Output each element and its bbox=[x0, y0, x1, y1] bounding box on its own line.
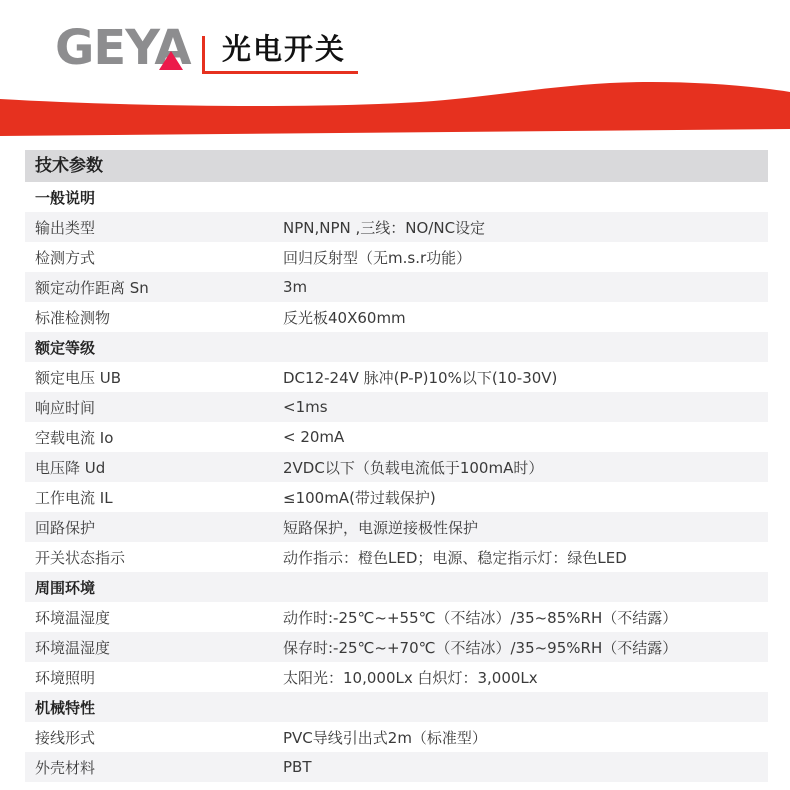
spec-label: 额定等级 bbox=[35, 338, 96, 357]
spec-table-title: 技术参数 bbox=[25, 150, 768, 182]
spec-section-row bbox=[25, 572, 768, 602]
spec-row bbox=[25, 302, 768, 332]
spec-row bbox=[25, 422, 768, 452]
spec-row bbox=[25, 722, 768, 752]
spec-section-row bbox=[25, 692, 768, 722]
spec-row bbox=[25, 542, 768, 572]
spec-label: 空载电流 Io bbox=[35, 428, 114, 447]
spec-table bbox=[25, 150, 768, 782]
spec-label: 周围环境 bbox=[35, 578, 96, 597]
spec-value: <1ms bbox=[283, 398, 328, 416]
spec-label: 机械特性 bbox=[35, 698, 96, 717]
spec-value: 保存时:-25℃~+70℃（不结冰）/35~95%RH（不结露） bbox=[283, 638, 678, 657]
spec-value: 2VDC以下（负载电流低于100mA时） bbox=[283, 458, 544, 477]
spec-row bbox=[25, 662, 768, 692]
spec-value: 短路保护，电源逆接极性保护 bbox=[283, 518, 479, 537]
spec-row bbox=[25, 362, 768, 392]
spec-label: 开关状态指示 bbox=[35, 548, 126, 567]
spec-label: 一般说明 bbox=[35, 188, 96, 207]
spec-value: PVC导线引出式2m（标准型） bbox=[283, 728, 487, 747]
geya-logo-text: GEYA bbox=[55, 20, 191, 76]
spec-row bbox=[25, 752, 768, 782]
spec-value: 3m bbox=[283, 278, 308, 296]
header-divider bbox=[202, 36, 205, 74]
title-underline bbox=[205, 71, 358, 74]
spec-label: 标准检测物 bbox=[35, 308, 111, 327]
spec-label: 响应时间 bbox=[35, 398, 96, 417]
spec-value: ≤100mA(带过载保护) bbox=[283, 488, 436, 507]
spec-label: 额定动作距离 Sn bbox=[35, 278, 149, 297]
geya-logo bbox=[55, 22, 195, 74]
spec-row bbox=[25, 632, 768, 662]
spec-row bbox=[25, 602, 768, 632]
logo-triangle-icon bbox=[159, 51, 183, 70]
spec-label: 电压降 Ud bbox=[35, 458, 106, 477]
spec-section-row bbox=[25, 182, 768, 212]
spec-row bbox=[25, 242, 768, 272]
spec-value: 太阳光：10,000Lx 白炽灯：3,000Lx bbox=[283, 668, 538, 687]
spec-label: 输出类型 bbox=[35, 218, 96, 237]
spec-section-row bbox=[25, 332, 768, 362]
spec-row bbox=[25, 482, 768, 512]
spec-value: PBT bbox=[283, 758, 312, 776]
spec-label: 环境温湿度 bbox=[35, 608, 111, 627]
spec-label: 外壳材料 bbox=[35, 758, 96, 777]
spec-label: 额定电压 UB bbox=[35, 368, 122, 387]
spec-row bbox=[25, 392, 768, 422]
spec-value: 回归反射型（无m.s.r功能） bbox=[283, 248, 472, 267]
spec-row bbox=[25, 512, 768, 542]
page-title: 光电开关 bbox=[222, 32, 347, 66]
spec-value: NPN,NPN ,三线：NO/NC设定 bbox=[283, 218, 486, 237]
spec-label: 回路保护 bbox=[35, 518, 96, 537]
spec-label: 环境温湿度 bbox=[35, 638, 111, 657]
spec-label: 检测方式 bbox=[35, 248, 96, 267]
page-header bbox=[0, 0, 790, 80]
red-wave-shape bbox=[0, 82, 790, 136]
spec-value: 动作时:-25℃~+55℃（不结冰）/35~85%RH（不结露） bbox=[283, 608, 678, 627]
spec-value: 动作指示：橙色LED；电源、稳定指示灯：绿色LED bbox=[283, 548, 627, 567]
spec-label: 环境照明 bbox=[35, 668, 96, 687]
spec-row bbox=[25, 272, 768, 302]
spec-label: 接线形式 bbox=[35, 728, 96, 747]
spec-rows bbox=[25, 182, 768, 782]
spec-label: 工作电流 IL bbox=[35, 488, 113, 507]
spec-value: 反光板40X60mm bbox=[283, 308, 406, 327]
spec-value: < 20mA bbox=[283, 428, 345, 446]
spec-value: DC12-24V 脉冲(P-P)10%以下(10-30V) bbox=[283, 368, 558, 387]
spec-row bbox=[25, 452, 768, 482]
spec-row bbox=[25, 212, 768, 242]
